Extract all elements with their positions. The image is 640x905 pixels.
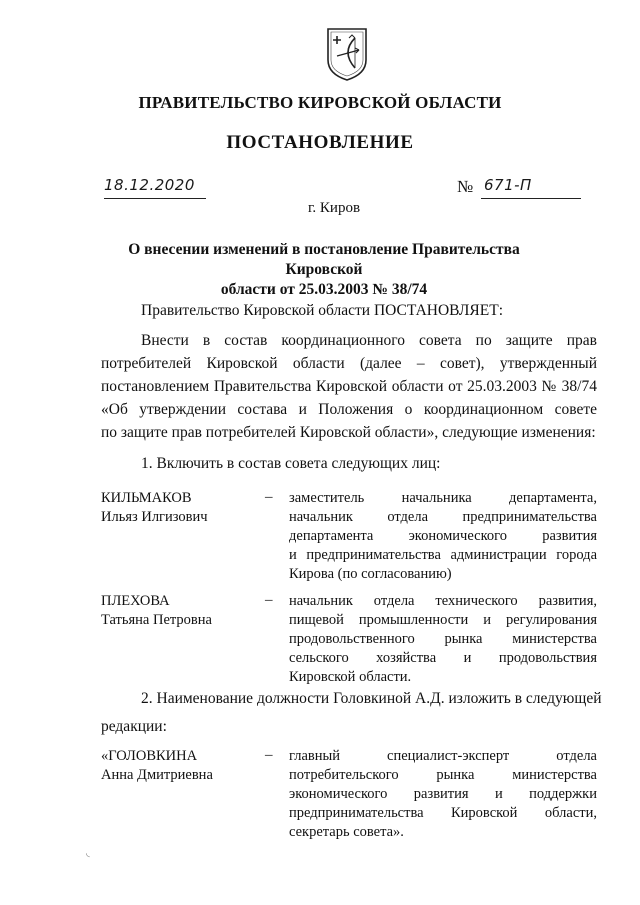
- intro-line: «Об утверждении состава и Положения о координационном совете: [101, 401, 597, 418]
- member-surname: ПЛЕХОВА: [101, 593, 170, 609]
- member-dash: –: [265, 592, 273, 608]
- member-dash: –: [265, 747, 273, 763]
- city-label: г. Киров: [307, 200, 361, 216]
- position-line: секретарь совета».: [289, 824, 404, 840]
- member-given-name: Анна Дмитриевна: [101, 767, 213, 783]
- organization-title: ПРАВИТЕЛЬСТВО КИРОВСКОЙ ОБЛАСТИ: [138, 93, 502, 112]
- intro-line: по защите прав потребителей Кировской области», следующие изменения:: [101, 424, 596, 441]
- member-surname: «ГОЛОВКИНА: [101, 748, 198, 764]
- intro-line: Внести в состав координационного совета по защите прав: [141, 332, 597, 349]
- position-line: и предпринимательства администрации города: [289, 547, 597, 563]
- document-type-title: ПОСТАНОВЛЕНИЕ: [226, 132, 414, 153]
- intro-paragraph: [101, 329, 597, 444]
- position-line: Кирова (по согласованию): [289, 566, 452, 582]
- member-position: [289, 592, 597, 687]
- document-date: 18.12.2020: [104, 176, 195, 194]
- subject-line-1: О внесении изменений в постановление Правительства Кировской: [128, 241, 520, 278]
- member-name: [101, 592, 212, 630]
- position-line: продовольственного рынка министерства: [289, 631, 597, 647]
- preamble: Правительство Кировской области ПОСТАНОВЛЯЕТ:: [141, 302, 504, 319]
- position-line: предпринимательства Кировской области,: [289, 805, 597, 821]
- member-name: [101, 489, 208, 527]
- item-2-continuation: редакции:: [101, 718, 167, 735]
- position-line: сельского хозяйства и продовольствия: [289, 650, 597, 666]
- member-surname: КИЛЬМАКОВ: [101, 490, 192, 506]
- member-position: [289, 489, 597, 584]
- intro-line: постановлением Правительства Кировской области от 25.03.2003 № 38/74: [101, 378, 597, 395]
- member-position: [289, 747, 597, 842]
- intro-line: потребителей Кировской области (далее – совет), утвержденный: [101, 355, 597, 372]
- position-line: департамента экономического развития: [289, 528, 597, 544]
- subject-line-2: области от 25.03.2003 № 38/74: [220, 281, 428, 298]
- position-line: главный специалист-эксперт отдела: [289, 748, 597, 764]
- position-line: пищевой промышленности и регулирования: [289, 612, 597, 628]
- member-given-name: Татьяна Петровна: [101, 612, 212, 628]
- position-line: потребительского рынка министерства: [289, 767, 597, 783]
- member-dash: –: [265, 489, 273, 505]
- position-line: Кировской области.: [289, 669, 412, 685]
- number-sign: №: [457, 177, 474, 196]
- document-subject: [100, 240, 548, 300]
- document-number: 671-П: [484, 176, 532, 194]
- scan-mark: ◟: [86, 848, 90, 859]
- position-line: начальник отдела технического развития,: [289, 593, 597, 609]
- item-2: 2. Наименование должности Головкиной А.Д. изложить в следующей: [141, 690, 602, 707]
- member-name: [101, 747, 213, 785]
- position-line: начальник отдела предпринимательства: [289, 509, 597, 525]
- position-line: экономического развития и поддержки: [289, 786, 597, 802]
- member-given-name: Ильяз Илгизович: [101, 509, 208, 525]
- position-line: заместитель начальника департамента,: [289, 490, 597, 506]
- coat-of-arms-icon: [325, 26, 369, 82]
- item-1: 1. Включить в состав совета следующих лиц:: [141, 455, 441, 472]
